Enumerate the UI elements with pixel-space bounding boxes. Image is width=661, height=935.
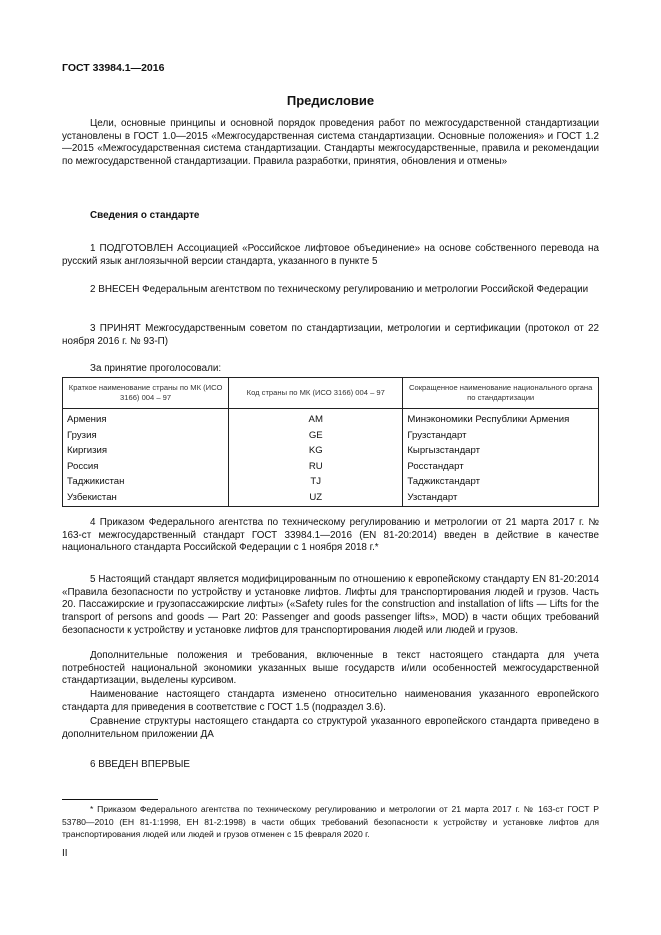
code-cell: KG	[229, 443, 403, 459]
table-row	[63, 409, 599, 428]
document-number: ГОСТ 33984.1—2016	[62, 62, 165, 74]
item-4-paragraph: 4 Приказом Федерального агентства по техническому регулированию и метрологии от 21 марта 2017 г. № 163-ст межгосударственный стандарт ГОСТ 33984.1—2016 (EN 81-20:2014) введен в действие в качестве национального стандарта Российской Федерации с 1 ноября 2018 г.*	[62, 517, 599, 554]
body-cell: Минэкономики Республики Армения	[403, 409, 599, 428]
code-cell: RU	[229, 459, 403, 475]
code-cell: AM	[229, 409, 403, 428]
table-header-body: Сокращенное наименование национального органа по стандартизации	[403, 378, 599, 409]
vote-label: За принятие проголосовали:	[90, 363, 222, 374]
item-1-paragraph: 1 ПОДГОТОВЛЕН Ассоциацией «Российское лифтовое объединение» на основе собственного перевода на русский язык англоязычной версии стандарта, указанного в пункте 5	[62, 243, 599, 267]
table-header-row	[63, 378, 599, 409]
body-cell: Таджикстандарт	[403, 474, 599, 490]
intro-paragraph: Цели, основные принципы и основной порядок проведения работ по межгосударственной стандартизации установлены в ГОСТ 1.0—2015 «Межгосударственная система стандартизации. Основные положения» и ГОСТ 1.2—2015 «Межгосударственная система стандартизации. Стандарты межгосударственные, правила и рекомендации по межгосударственной стандартизации. Правила разработки, принятия, обновления и отмены»	[62, 118, 599, 168]
country-cell: Узбекистан	[63, 490, 229, 507]
item-5-comparison-paragraph: Сравнение структуры настоящего стандарта со структурой указанного европейского стандарта приведено в дополнительном приложении ДА	[62, 716, 599, 740]
item-5-paragraph: 5 Настоящий стандарт является модифицированным по отношению к европейскому стандарту EN 81-20:2014 «Правила безопасности по устройству и установке лифтов. Лифты для транспортирования людей и грузов. Часть 20. Пассажирские и грузопассажирские лифты» («Safety rules for the construction and installation of lifts — Lifts for the transport of persons and goods — Part 20: Passenger and goods passenger lifts», MOD) в части общих требований безопасности к устройству и установке лифтов для транспортирования людей или людей и грузов.	[62, 574, 599, 636]
table-row	[63, 443, 599, 459]
item-6-paragraph: 6 ВВЕДЕН ВПЕРВЫЕ	[90, 759, 190, 770]
page-title: Предисловие	[286, 93, 375, 108]
country-cell: Россия	[63, 459, 229, 475]
table-row	[63, 474, 599, 490]
body-cell: Росстандарт	[403, 459, 599, 475]
page-number: II	[62, 848, 68, 859]
table-header-code: Код страны по МК (ИСО 3166) 004 – 97	[229, 378, 403, 409]
section-heading: Сведения о стандарте	[90, 210, 200, 221]
body-cell: Кыргызстандарт	[403, 443, 599, 459]
country-cell: Армения	[63, 409, 229, 428]
body-cell: Узстандарт	[403, 490, 599, 507]
table-row	[63, 459, 599, 475]
code-cell: GE	[229, 428, 403, 444]
body-cell: Грузстандарт	[403, 428, 599, 444]
item-5-title-paragraph: Наименование настоящего стандарта изменено относительно наименования указанного европейского стандарта для приведения в соответствие с ГОСТ 1.5 (подраздел 3.6).	[62, 689, 599, 713]
table-row	[63, 490, 599, 507]
code-cell: TJ	[229, 474, 403, 490]
footnote-divider	[62, 799, 158, 800]
table-row	[63, 428, 599, 444]
country-cell: Таджикистан	[63, 474, 229, 490]
code-cell: UZ	[229, 490, 403, 507]
country-cell: Киргизия	[63, 443, 229, 459]
item-5-additional-paragraph: Дополнительные положения и требования, включенные в текст настоящего стандарта для учета потребностей национальной экономики указанных выше государств и/или особенностей межгосударственной стандартизации, выделены курсивом.	[62, 650, 599, 687]
country-cell: Грузия	[63, 428, 229, 444]
item-3-paragraph: 3 ПРИНЯТ Межгосударственным советом по стандартизации, метрологии и сертификации (протокол от 22 ноября 2016 г. № 93-П)	[62, 323, 599, 347]
voting-table	[62, 377, 599, 507]
item-2-paragraph: 2 ВНЕСЕН Федеральным агентством по техническому регулированию и метрологии Российской Федерации	[90, 284, 589, 295]
footnote: * Приказом Федерального агентства по техническому регулированию и метрологии от 21 марта 2017 г. № 163-ст ГОСТ Р 53780—2010 (ЕН 81-1:1998, ЕН 81-2:1998) в части общих требований безопасности к устройству и установке лифтов для транспортирования людей или людей и грузов отменен с 15 февраля 2020 г.	[62, 804, 599, 839]
table-header-country: Краткое наименование страны по МК (ИСО 3166) 004 – 97	[63, 378, 229, 409]
